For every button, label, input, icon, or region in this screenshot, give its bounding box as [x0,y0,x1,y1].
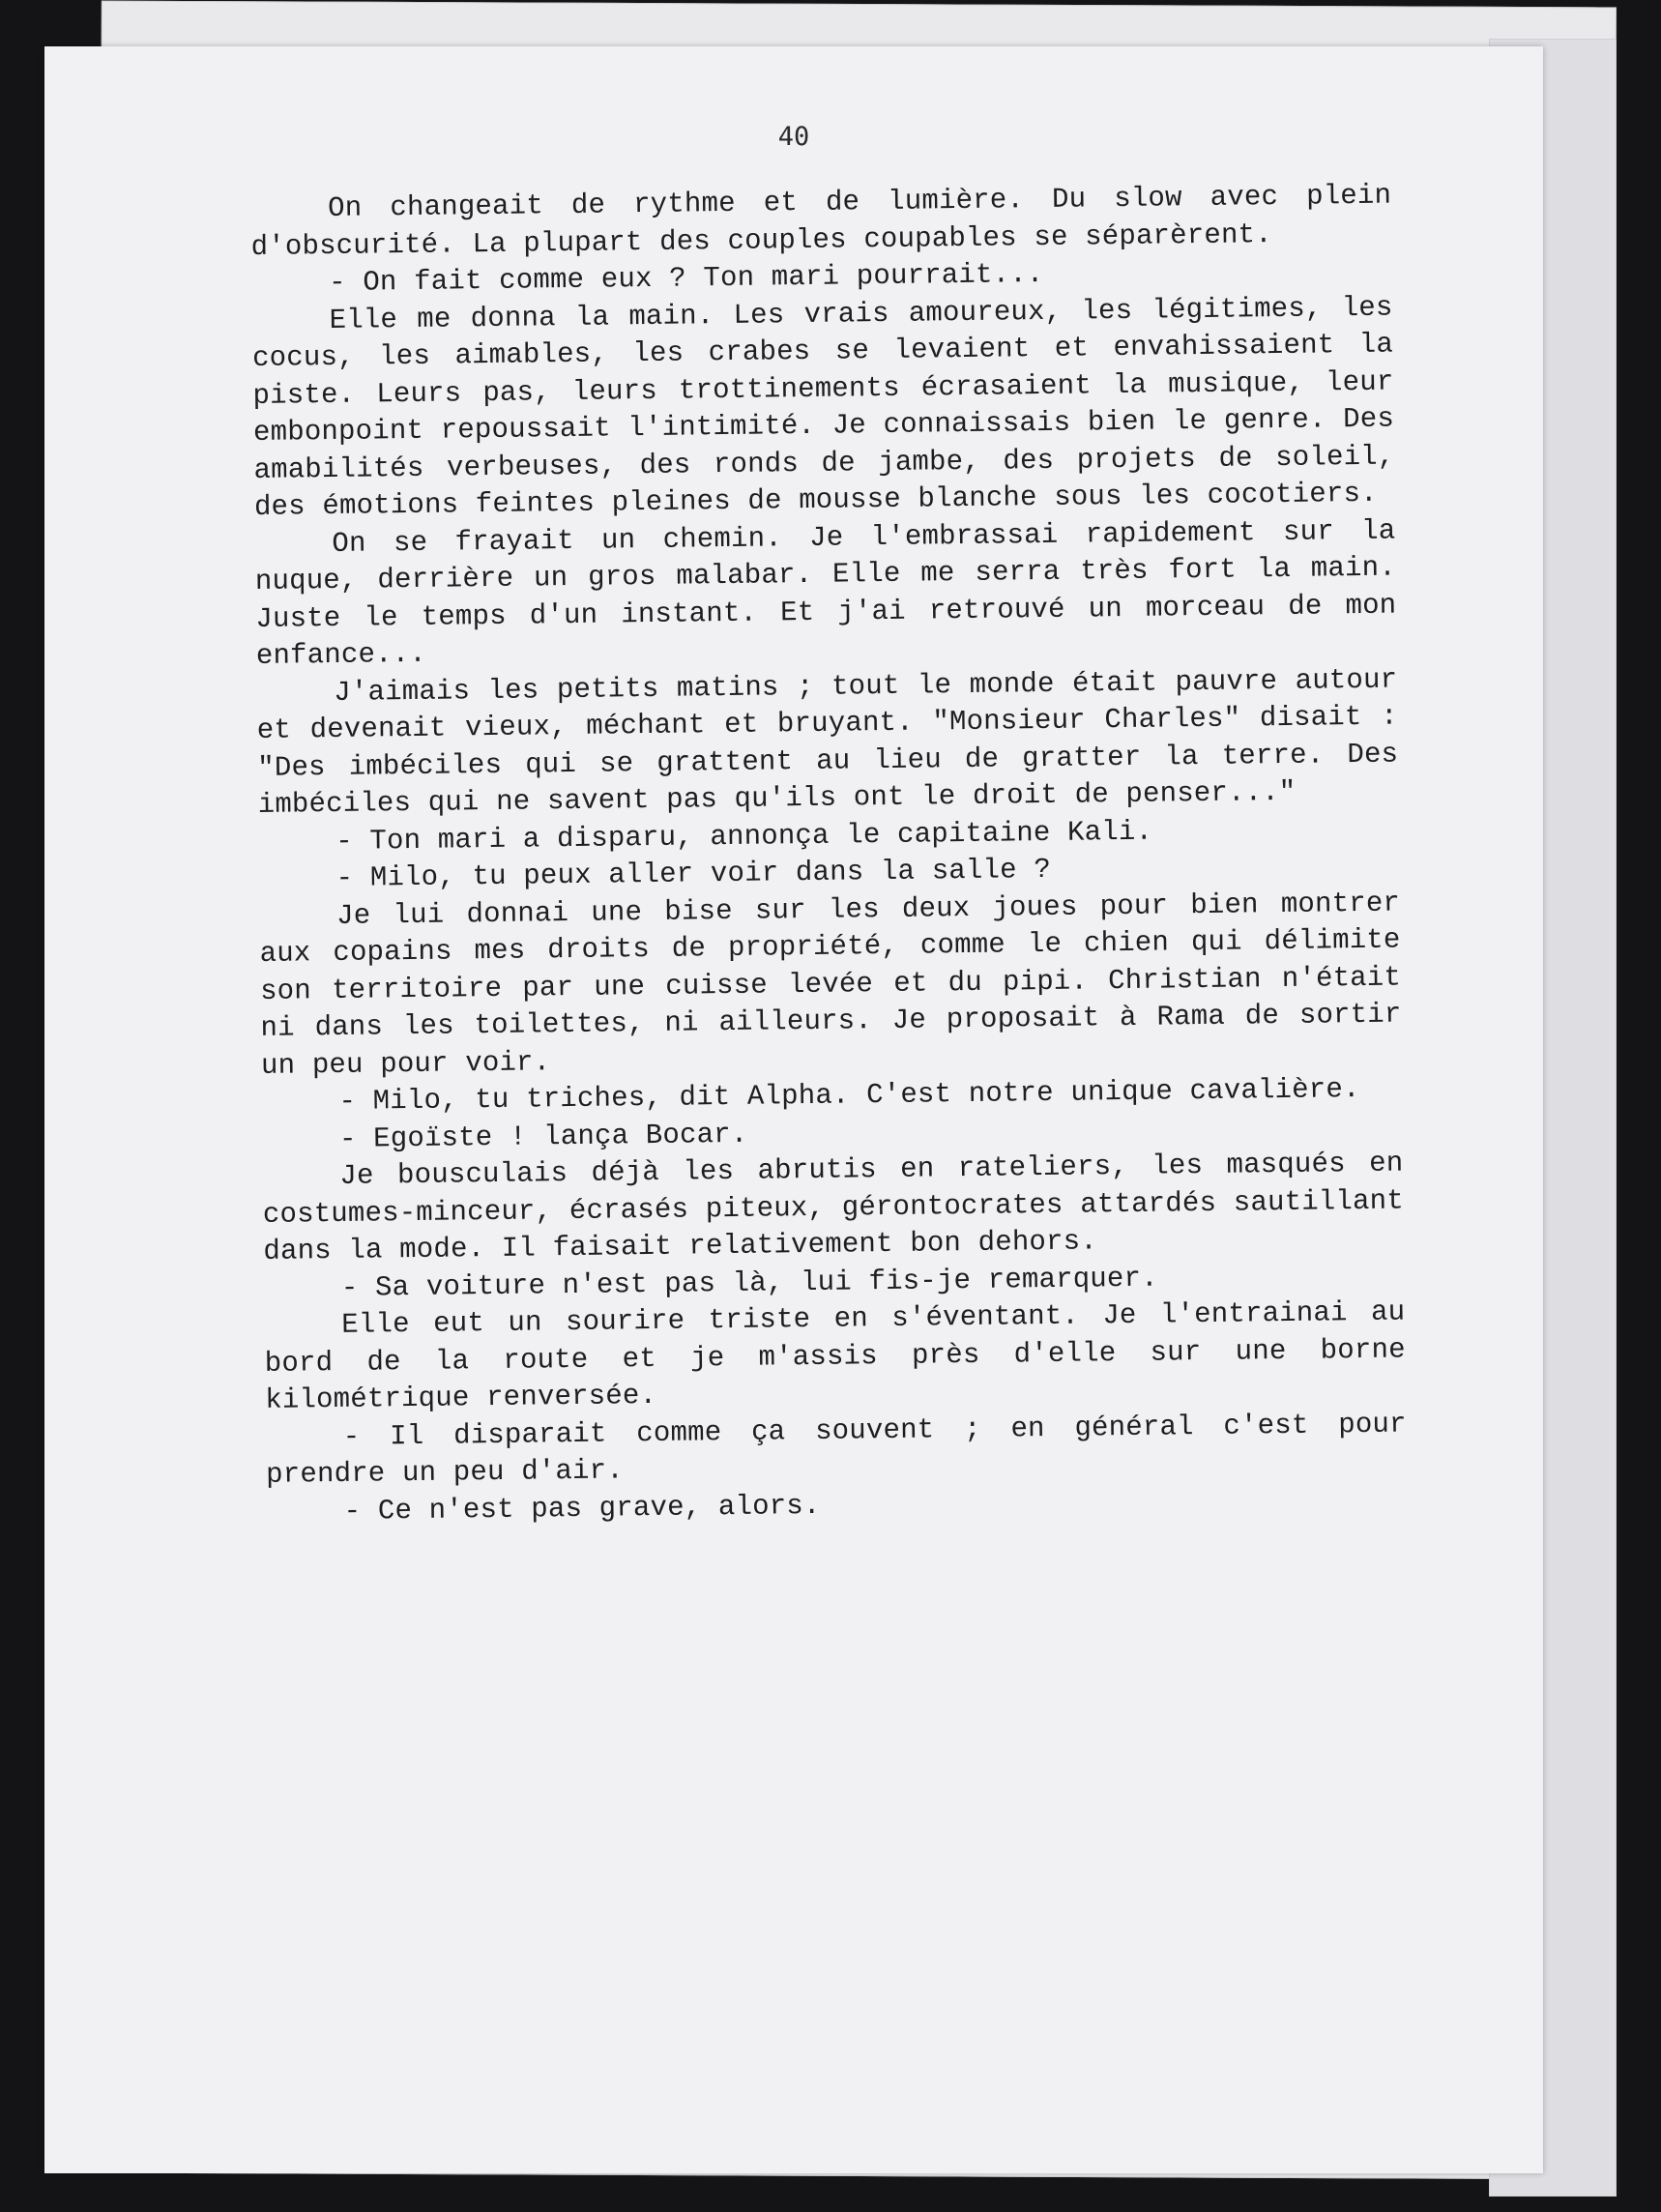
manuscript-page [44,46,1543,2173]
paragraph: - Egoïste ! lança Bocar. [338,1118,748,1155]
paragraph: Je bousculais déjà les abrutis en rateliers, les masqués en costumes-minceur, écrasés piteux, gérontocrates attardés sautillant dans la mode. Il faisait relativement bon dehors. [262,1147,1405,1267]
page-text [250,178,1408,1531]
paragraph: - Sa voiture n'est pas là, lui fis-je remarquer. [340,1262,1158,1304]
paragraph: - Ce n'est pas grave, alors. [343,1489,821,1528]
paragraph: - On fait comme eux ? Ton mari pourrait... [328,257,1044,300]
paragraph: On se frayait un chemin. Je l'embrassai rapidement sur la nuque, derrière un gros malabar. Elle me serra très fort la main. Juste le temps d'un instant. Et j'ai retrouvé un morceau de mon enfance... [254,514,1397,672]
paragraph: On changeait de rythme et de lumière. Du slow avec plein d'obscurité. La plupart des couples coupables se séparèrent. [250,179,1392,263]
page-number: 40 [777,122,810,152]
paragraph: - Il disparait comme ça souvent ; en général c'est pour prendre un peu d'air. [266,1407,1407,1491]
paragraph: - Milo, tu triches, dit Alpha. C'est notre unique cavalière. [338,1073,1360,1118]
paragraph: Je lui donnai une bise sur les deux joues pour bien montrer aux copains mes droits de propriété, comme le chien qui délimite son territoire par une cuisse levée et du pipi. Christian n'était ni dans les toilettes, ni ailleurs. Je proposait à Rama de sortir un peu pour voir. [259,887,1402,1082]
paragraph: - Milo, tu peux aller voir dans la salle ? [335,853,1052,894]
paragraph: Elle me donna la main. Les vrais amoureux, les légitimes, les cocus, les aimables, les crabes se levaient et envahissaient la piste. Leurs pas, leurs trottinements écrasaient la musique, leur embonpoint repoussait l'intimité. Je connaissais bien le genre. Des amabilités verbeuses, des ronds de jambe, des projets de soleil, des émotions feintes pleines de mousse blanche sous les cocotiers. [251,291,1395,523]
paragraph: J'aimais les petits matins ; tout le monde était pauvre autour et devenait vieux, méchant et bruyant. "Monsieur Charles" disait : "Des imbéciles qui se grattent au lieu de gratter la terre. Des imbéciles qui ne savent pas qu'ils ont le droit de penser..." [256,663,1399,821]
paragraph: - Ton mari a disparu, annonça le capitaine Kali. [335,815,1153,858]
paragraph: Elle eut un sourire triste en s'éventant. Je l'entrainai au bord de la route et je m'assis près d'elle sur une borne kilométrique renversée. [264,1295,1406,1416]
